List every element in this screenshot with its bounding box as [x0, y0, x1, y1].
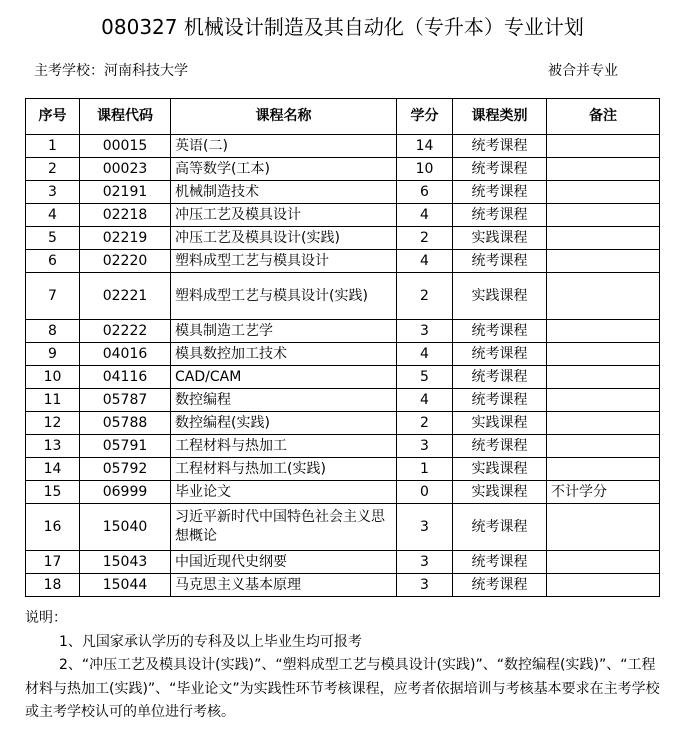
cell-credit: 5: [397, 366, 453, 389]
cell-credit: 2: [397, 273, 453, 320]
cell-remark: [547, 389, 660, 412]
cell-credit: 3: [397, 320, 453, 343]
host-school: 主考学校：河南科技大学: [34, 63, 188, 79]
cell-remark: [547, 366, 660, 389]
cell-remark: [547, 504, 660, 551]
cell-type: 统考课程: [453, 389, 547, 412]
cell-code: 04116: [80, 366, 171, 389]
cell-code: 00015: [80, 135, 171, 158]
cell-type: 统考课程: [453, 551, 547, 574]
cell-credit: 2: [397, 227, 453, 250]
cell-name: 模具数控加工技术: [171, 343, 397, 366]
cell-remark: [547, 574, 660, 597]
cell-code: 00023: [80, 158, 171, 181]
table-row: [26, 458, 660, 481]
cell-no: 10: [26, 366, 80, 389]
cell-remark: [547, 250, 660, 273]
cell-credit: 4: [397, 389, 453, 412]
cell-name: 模具制造工艺学: [171, 320, 397, 343]
table-row: [26, 158, 660, 181]
cell-credit: 4: [397, 343, 453, 366]
header-type: 课程类别: [453, 99, 547, 135]
cell-credit: 3: [397, 435, 453, 458]
cell-credit: 3: [397, 551, 453, 574]
cell-name: 工程材料与热加工(实践): [171, 458, 397, 481]
cell-remark: [547, 343, 660, 366]
cell-no: 12: [26, 412, 80, 435]
table-row: [26, 551, 660, 574]
cell-code: 15044: [80, 574, 171, 597]
cell-no: 15: [26, 481, 80, 504]
cell-name: 马克思主义基本原理: [171, 574, 397, 597]
cell-remark: [547, 181, 660, 204]
table-row: [26, 504, 660, 551]
cell-type: 统考课程: [453, 204, 547, 227]
cell-remark: [547, 273, 660, 320]
cell-no: 17: [26, 551, 80, 574]
table-row: [26, 574, 660, 597]
cell-no: 6: [26, 250, 80, 273]
note-item: 2、“冲压工艺及模具设计(实践)”、“塑料成型工艺与模具设计(实践)”、“数控编程(实践)”、“工程材料与热加工(实践)”、“毕业论文”为实践性环节考核课程，应考者依据培训与考核基本要求在主考学校或主考学校认可的单位进行考核。: [25, 657, 660, 720]
header-no: 序号: [26, 99, 80, 135]
header-credit: 学分: [397, 99, 453, 135]
table-row: [26, 481, 660, 504]
cell-name: 塑料成型工艺与模具设计: [171, 250, 397, 273]
cell-type: 实践课程: [453, 481, 547, 504]
cell-no: 11: [26, 389, 80, 412]
cell-code: 15043: [80, 551, 171, 574]
cell-code: 02220: [80, 250, 171, 273]
table-row: [26, 412, 660, 435]
header-code: 课程代码: [80, 99, 171, 135]
notes-heading: 说明：: [25, 610, 67, 626]
cell-code: 05792: [80, 458, 171, 481]
cell-no: 7: [26, 273, 80, 320]
cell-credit: 4: [397, 250, 453, 273]
cell-type: 统考课程: [453, 435, 547, 458]
table-row: [26, 343, 660, 366]
cell-type: 统考课程: [453, 504, 547, 551]
cell-type: 统考课程: [453, 158, 547, 181]
cell-type: 实践课程: [453, 458, 547, 481]
cell-type: 实践课程: [453, 227, 547, 250]
cell-code: 04016: [80, 343, 171, 366]
course-table: [25, 98, 660, 597]
cell-type: 统考课程: [453, 343, 547, 366]
cell-name: 机械制造技术: [171, 181, 397, 204]
cell-type: 统考课程: [453, 366, 547, 389]
cell-name: 中国近现代史纲要: [171, 551, 397, 574]
table-row: [26, 204, 660, 227]
cell-no: 16: [26, 504, 80, 551]
cell-credit: 0: [397, 481, 453, 504]
cell-credit: 2: [397, 412, 453, 435]
table-row: [26, 273, 660, 320]
cell-code: 15040: [80, 504, 171, 551]
cell-no: 18: [26, 574, 80, 597]
cell-name: 塑料成型工艺与模具设计(实践): [171, 273, 397, 320]
cell-code: 02222: [80, 320, 171, 343]
cell-code: 02218: [80, 204, 171, 227]
cell-code: 05791: [80, 435, 171, 458]
table-row: [26, 320, 660, 343]
cell-no: 8: [26, 320, 80, 343]
table-row: [26, 389, 660, 412]
cell-remark: [547, 204, 660, 227]
cell-name: 数控编程: [171, 389, 397, 412]
table-row: [26, 181, 660, 204]
cell-code: 02191: [80, 181, 171, 204]
cell-type: 实践课程: [453, 273, 547, 320]
cell-type: 统考课程: [453, 320, 547, 343]
cell-name: 冲压工艺及模具设计(实践): [171, 227, 397, 250]
cell-remark: [547, 435, 660, 458]
cell-type: 统考课程: [453, 574, 547, 597]
cell-credit: 3: [397, 504, 453, 551]
header-name: 课程名称: [171, 99, 397, 135]
cell-name: 工程材料与热加工: [171, 435, 397, 458]
cell-name: 英语(二): [171, 135, 397, 158]
cell-remark: [547, 458, 660, 481]
cell-type: 统考课程: [453, 135, 547, 158]
cell-no: 1: [26, 135, 80, 158]
cell-type: 实践课程: [453, 412, 547, 435]
cell-name: 习近平新时代中国特色社会主义思想概论: [171, 504, 397, 551]
cell-name: 冲压工艺及模具设计: [171, 204, 397, 227]
cell-code: 06999: [80, 481, 171, 504]
header-remark: 备注: [547, 99, 660, 135]
cell-name: 毕业论文: [171, 481, 397, 504]
cell-remark: [547, 320, 660, 343]
merged-major-note: 被合并专业: [548, 63, 618, 79]
cell-remark: [547, 551, 660, 574]
page-title: 080327 机械设计制造及其自动化（专升本）专业计划: [101, 15, 584, 39]
cell-no: 2: [26, 158, 80, 181]
cell-remark: 不计学分: [547, 481, 660, 504]
cell-code: 05787: [80, 389, 171, 412]
cell-credit: 14: [397, 135, 453, 158]
cell-no: 3: [26, 181, 80, 204]
cell-name: 高等数学(工本): [171, 158, 397, 181]
cell-remark: [547, 158, 660, 181]
cell-code: 02219: [80, 227, 171, 250]
cell-credit: 4: [397, 204, 453, 227]
note-item: 1、凡国家承认学历的专科及以上毕业生均可报考: [59, 633, 362, 650]
table-header-row: [26, 99, 660, 135]
cell-type: 统考课程: [453, 181, 547, 204]
cell-no: 5: [26, 227, 80, 250]
table-row: [26, 135, 660, 158]
notes-section: [25, 607, 665, 725]
cell-no: 14: [26, 458, 80, 481]
table-row: [26, 227, 660, 250]
table-row: [26, 366, 660, 389]
cell-credit: 1: [397, 458, 453, 481]
cell-credit: 6: [397, 181, 453, 204]
table-row: [26, 250, 660, 273]
cell-credit: 10: [397, 158, 453, 181]
cell-credit: 3: [397, 574, 453, 597]
cell-remark: [547, 135, 660, 158]
cell-code: 02221: [80, 273, 171, 320]
cell-type: 统考课程: [453, 250, 547, 273]
cell-no: 9: [26, 343, 80, 366]
cell-no: 13: [26, 435, 80, 458]
cell-name: 数控编程(实践): [171, 412, 397, 435]
cell-name: CAD/CAM: [171, 366, 397, 389]
cell-remark: [547, 227, 660, 250]
cell-no: 4: [26, 204, 80, 227]
table-row: [26, 435, 660, 458]
cell-remark: [547, 412, 660, 435]
cell-code: 05788: [80, 412, 171, 435]
